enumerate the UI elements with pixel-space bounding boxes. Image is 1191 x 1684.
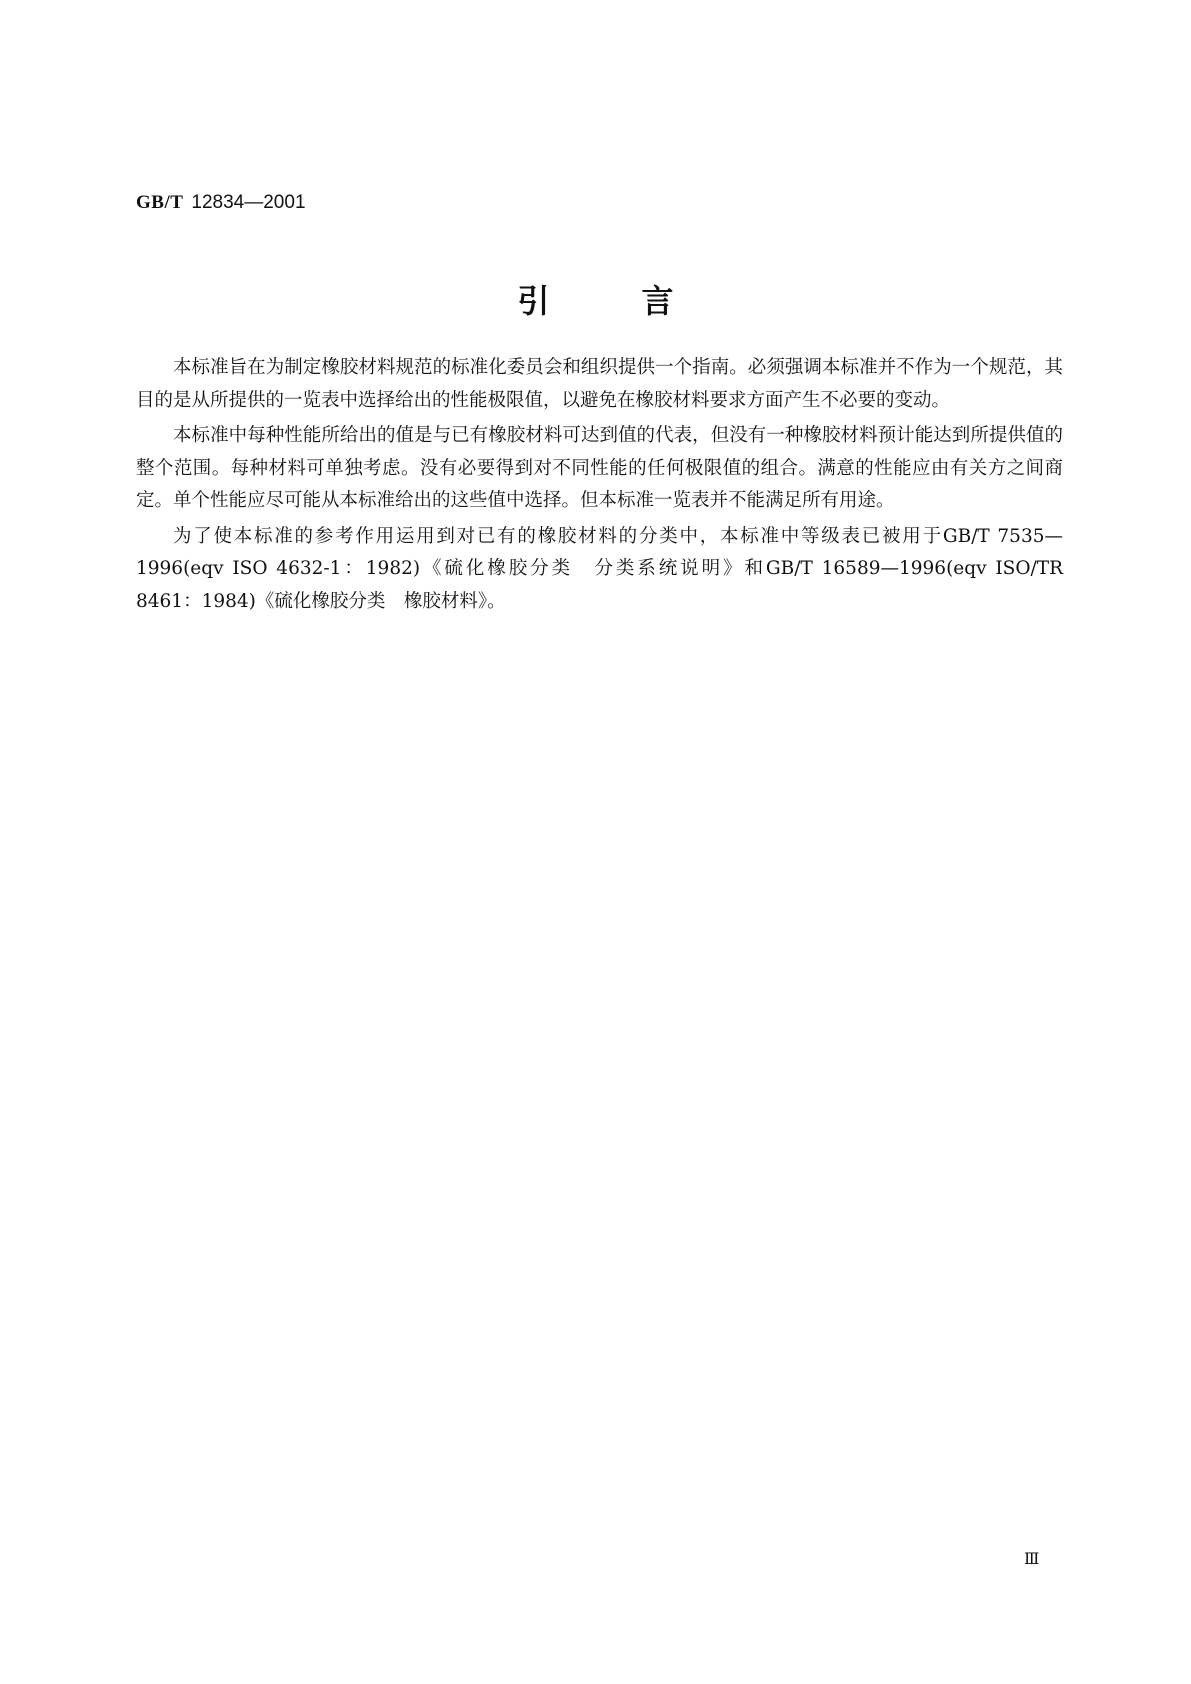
standard-code bbox=[136, 190, 306, 215]
page-title: 引言 bbox=[517, 282, 766, 320]
introduction-body bbox=[136, 352, 1063, 621]
standard-number: 12834—2001 bbox=[191, 192, 306, 213]
standard-prefix: GB/T bbox=[136, 192, 184, 213]
paragraph-1: 本标准旨在为制定橡胶材料规范的标准化委员会和组织提供一个指南。必须强调本标准并不作为一个规范，其目的是从所提供的一览表中选择给出的性能极限值，以避免在橡胶材料要求方面产生不必要的变动。 bbox=[136, 357, 1063, 411]
paragraph-2: 本标准中每种性能所给出的值是与已有橡胶材料可达到值的代表，但没有一种橡胶材料预计能达到所提供值的整个范围。每种材料可单独考虑。没有必要得到对不同性能的任何极限值的组合。满意的性能应由有关方之间商定。单个性能应尽可能从本标准给出的这些值中选择。但本标准一览表并不能满足所有用途。 bbox=[136, 425, 1063, 511]
paragraph-3: 为了使本标准的参考作用运用到对已有的橡胶材料的分类中，本标准中等级表已被用于GB/T 7535—1996(eqv ISO 4632-1：1982)《硫化橡胶分类 分类系统说明》和GB/T 16589—1996(eqv ISO/TR 8461：1984)《硫化橡胶分类 橡胶材料》。 bbox=[136, 525, 1063, 612]
page-number: Ⅲ bbox=[1024, 1551, 1040, 1568]
